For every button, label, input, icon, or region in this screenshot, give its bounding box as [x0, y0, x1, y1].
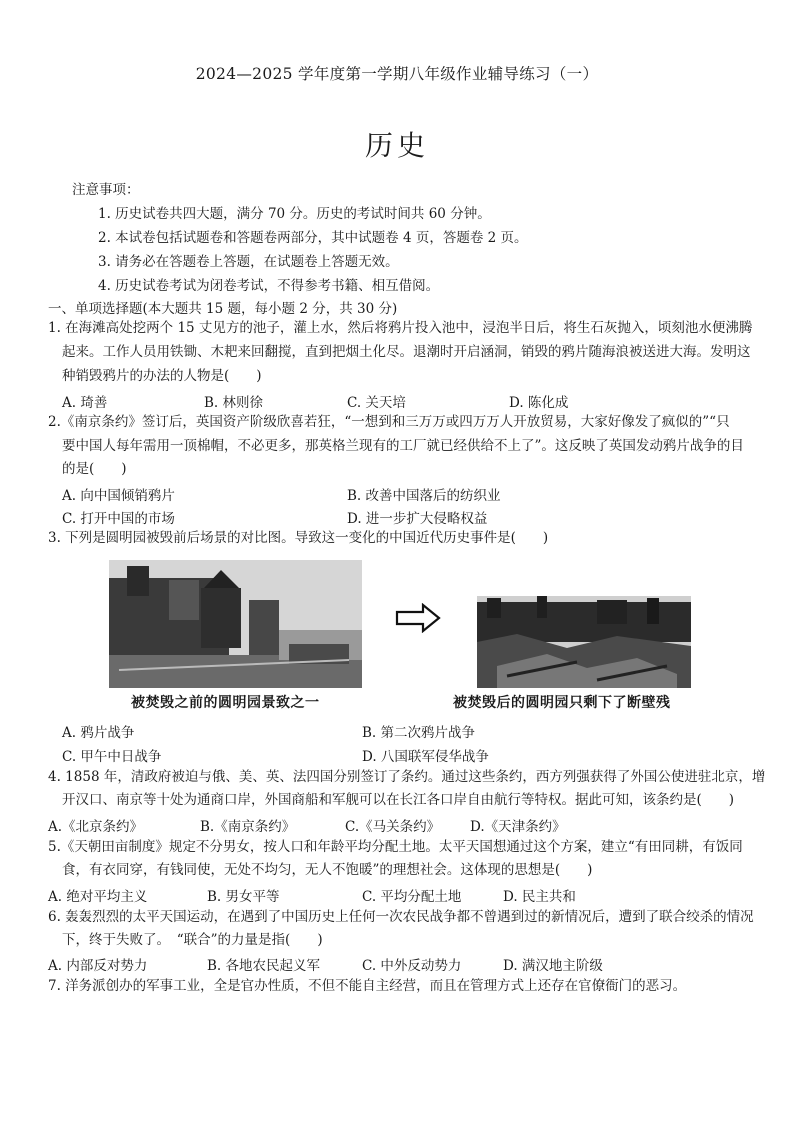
option-b[interactable]: B.《南京条约》 [200, 819, 296, 835]
question-text: 4. 1858 年，清政府被迫与俄、美、英、法四国分别签订了条约。通过这些条约，西方列强获得了外国公使进驻北京，增 [48, 769, 766, 785]
question-text: 起来。工作人员用铁锄、木耙来回翻搅，直到把烟土化尽。退潮时开启涵洞，销毁的鸦片随海浪被送进大海。发明这 [62, 344, 751, 360]
option-d[interactable]: D. 满汉地主阶级 [503, 958, 603, 974]
notice-item: 3. 请务必在答题卷上答题，在试题卷上答题无效。 [98, 254, 399, 270]
option-b[interactable]: B. 第二次鸦片战争 [362, 725, 476, 741]
arrow-right-icon [395, 603, 441, 637]
notice-item: 2. 本试卷包括试题卷和答题卷两部分，其中试题卷 4 页，答题卷 2 页。 [98, 230, 528, 246]
option-c[interactable]: C. 中外反动势力 [362, 958, 462, 974]
question-text: 种销毁鸦片的办法的人物是( ) [62, 368, 262, 384]
photo-caption-after: 被焚毁后的圆明园只剩下了断壁残 [453, 695, 671, 711]
question-text: 的是( ) [62, 461, 127, 477]
option-d[interactable]: D.《天津条约》 [470, 819, 566, 835]
option-b[interactable]: B. 各地农民起义军 [207, 958, 321, 974]
question-text: 1. 在海滩高处挖两个 15 丈见方的池子，灌上水，然后将鸦片投入池中，浸泡半日后，将生石灰抛入，顷刻池水便沸腾 [48, 320, 753, 336]
question-text: 要中国人每年需用一顶棉帽，不必更多，那英格兰现有的工厂就已经供给不上了”。这反映了英国发动鸦片战争的目 [62, 438, 744, 454]
option-a[interactable]: A. 内部反对势力 [48, 958, 148, 974]
yuanmingyuan-after-photo [477, 596, 691, 688]
photo-caption-before: 被焚毁之前的圆明园景致之一 [131, 695, 320, 711]
option-a[interactable]: A. 琦善 [62, 395, 108, 411]
option-a[interactable]: A.《北京条约》 [48, 819, 144, 835]
option-c[interactable]: C.《马关条约》 [345, 819, 441, 835]
question-text: 下，终于失败了。 “联合”的力量是指( ) [62, 932, 323, 948]
question-text: 7. 洋务派创办的军事工业，全是官办性质，不但不能自主经营，而且在管理方式上还存在官僚衙门的恶习。 [48, 978, 687, 994]
option-b[interactable]: B. 林则徐 [204, 395, 264, 411]
option-c[interactable]: C. 关天培 [347, 395, 406, 411]
document-title: 2024—2025 学年度第一学期八年级作业辅导练习（一） [195, 65, 599, 83]
option-b[interactable]: B. 男女平等 [207, 889, 280, 905]
option-d[interactable]: D. 八国联军侵华战争 [362, 749, 489, 765]
subject-title: 历史 [364, 129, 429, 162]
option-c[interactable]: C. 平均分配土地 [362, 889, 462, 905]
option-a[interactable]: A. 鸦片战争 [62, 725, 135, 741]
option-a[interactable]: A. 绝对平均主义 [48, 889, 148, 905]
option-b[interactable]: B. 改善中国落后的纺织业 [347, 488, 501, 504]
question-text: 5.《天朝田亩制度》规定不分男女，按人口和年龄平均分配土地。太平天国想通过这个方案，建立“有田同耕，有饭同 [48, 839, 743, 855]
option-d[interactable]: D. 进一步扩大侵略权益 [347, 511, 488, 527]
question-text: 开汉口、南京等十处为通商口岸，外国商船和军舰可以在长江各口岸自由航行等特权。据此可知，该条约是( ) [62, 792, 735, 808]
notice-item: 1. 历史试卷共四大题，满分 70 分。历史的考试时间共 60 分钟。 [98, 206, 491, 222]
option-c[interactable]: C. 甲午中日战争 [62, 749, 162, 765]
section-heading: 一、单项选择题(本大题共 15 题，每小题 2 分，共 30 分) [48, 301, 398, 317]
option-c[interactable]: C. 打开中国的市场 [62, 511, 175, 527]
question-text: 食，有衣同穿，有钱同使，无处不均匀，无人不饱暖”的理想社会。这体现的思想是( ) [62, 862, 593, 878]
yuanmingyuan-before-photo [109, 560, 362, 688]
notice-heading: 注意事项： [72, 182, 140, 198]
question-text: 6. 轰轰烈烈的太平天国运动，在遇到了中国历史上任何一次农民战争都不曾遇到过的新情况后，遭到了联合绞杀的情况 [48, 909, 754, 925]
question-text: 2.《南京条约》签订后，英国资产阶级欣喜若狂，“一想到和三万万或四万万人开放贸易，大家好像发了疯似的”“只 [48, 414, 730, 430]
option-d[interactable]: D. 陈化成 [509, 395, 569, 411]
option-a[interactable]: A. 向中国倾销鸦片 [62, 488, 175, 504]
option-d[interactable]: D. 民主共和 [503, 889, 576, 905]
question-text: 3. 下列是圆明园被毁前后场景的对比图。导致这一变化的中国近代历史事件是( ) [48, 530, 549, 546]
notice-item: 4. 历史试卷考试为闭卷考试，不得参考书籍、相互借阅。 [98, 278, 440, 294]
